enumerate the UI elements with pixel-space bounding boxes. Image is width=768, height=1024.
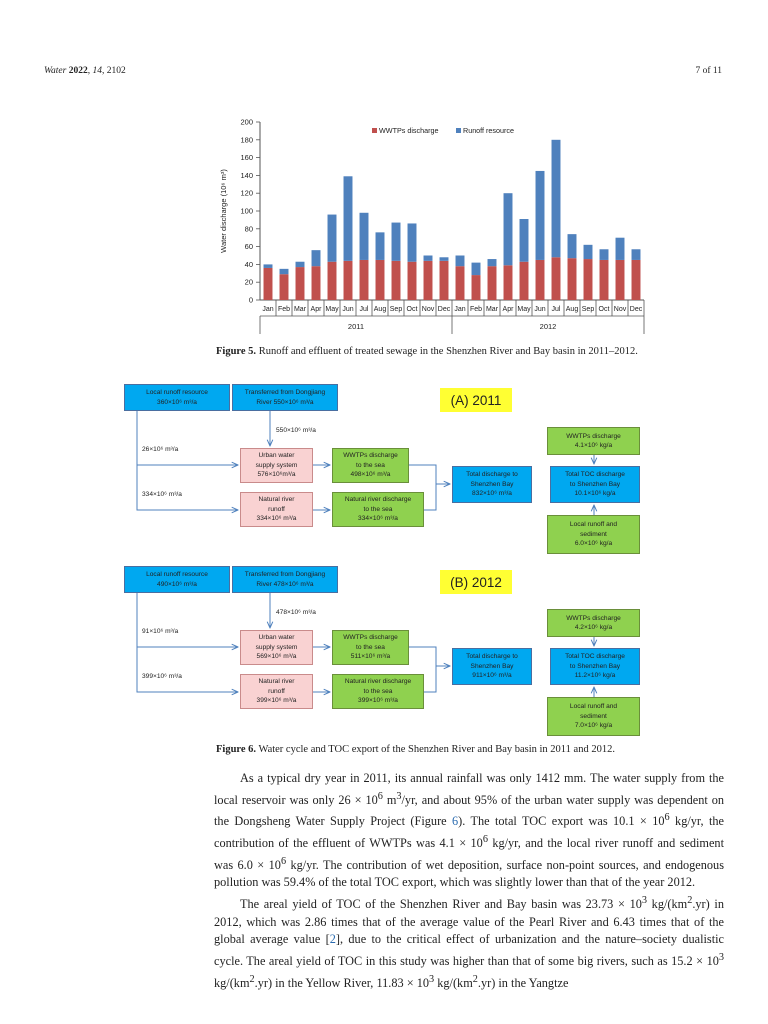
y-tick-label: 0: [248, 295, 253, 305]
x-tick-label: Oct: [598, 306, 610, 313]
x-tick-label: Mar: [293, 306, 307, 313]
panel-b-natural-to-sea-text: 399×10⁶ m³/a: [358, 697, 398, 705]
panel-b-transferred-dongjiang-text: River 478×10⁶ m³/a: [256, 580, 314, 588]
panel-b-total-discharge-text: 911×10⁶ m³/a: [472, 672, 512, 680]
panel-a-wwtps-to-sea-text: 498×10⁶ m³/a: [350, 471, 391, 479]
panel-a-total-discharge-text: 832×10⁶ m³/a: [472, 490, 512, 498]
panel-a-transferred-dongjiang: [232, 384, 338, 411]
panel-a-natural-to-sea-text: 334×10⁶ m³/a: [358, 515, 398, 523]
x-tick-label: Feb: [469, 306, 483, 313]
x-tick-label: Jan: [262, 306, 274, 313]
panel-a-wwtps-to-sea: [332, 448, 409, 483]
x-tick-label: Jan: [454, 306, 466, 313]
panel-a-transferred-dongjiang-text: River 550×10⁶ m³/a: [256, 398, 314, 406]
panel-b-year-tag: (B) 2012: [440, 570, 512, 594]
y-tick-label: 200: [240, 117, 253, 127]
figure6-caption: Figure 6. Water cycle and TOC export of the Shenzhen River and Bay basin in 2011 and 2012.: [216, 744, 615, 755]
panel-a-local-runoff-sediment-text: 6.0×10⁶ kg/a: [574, 540, 613, 548]
journal-citation: Water 2022, 14, 2102: [44, 66, 126, 76]
panel-a-total-discharge-text: Shenzhen Bay: [470, 480, 514, 488]
panel-a-total-discharge: [452, 466, 532, 503]
panel-a-local-runoff-sediment-text: Local runoff and: [569, 521, 618, 529]
panel-a-local-runoff-resource-text: 360×10⁶ m³/a: [157, 398, 197, 406]
panel-b-natural-to-sea-text: to the sea: [363, 687, 393, 695]
panel-b-total-discharge-text: Shenzhen Bay: [470, 662, 514, 670]
y-tick-label: 160: [240, 153, 253, 163]
panel-a-flow-natural-label: 334×10⁶ m³/a: [142, 491, 182, 498]
panel-b-urban-water-supply: [240, 630, 313, 665]
y-tick-label: 60: [244, 242, 253, 252]
panel-b-flow-natural-label: 399×10⁶ m³/a: [142, 673, 182, 680]
x-tick-label: Jun: [534, 306, 546, 313]
panel-a-wwtps-to-sea-text: to the sea: [356, 461, 385, 469]
x-tick-label: Dec: [437, 306, 451, 313]
panel-a-natural-to-sea-text: Natural river discharge: [344, 496, 412, 504]
panel-b-wwtps-to-sea-text: WWTPs discharge: [343, 634, 398, 642]
group-label: 2012: [539, 322, 557, 331]
page-number: 7 of 11: [695, 66, 722, 76]
panel-a-natural-to-sea: [332, 492, 424, 527]
panel-b-natural-river-runoff-text: runoff: [268, 687, 285, 695]
x-tick-label: Jul: [551, 306, 561, 313]
panel-a-natural-river-runoff: [240, 492, 313, 527]
panel-b-natural-river-runoff: [240, 674, 313, 709]
panel-b-wwtps-toc: [547, 609, 640, 637]
x-tick-label: Jun: [342, 306, 354, 313]
panel-a-local-runoff-sediment-text: sediment: [580, 530, 607, 538]
panel-a-wwtps-toc-text: WWTPs discharge: [566, 432, 621, 440]
panel-a-total-toc-text: Total TOC discharge: [565, 471, 625, 479]
panel-b-local-runoff-sediment-text: 7.0×10⁶ kg/a: [574, 722, 613, 730]
panel-b-local-runoff-resource-text: 490×10⁶ m³/a: [157, 580, 197, 588]
x-tick-label: Sep: [581, 306, 595, 313]
panel-b-total-toc: [550, 648, 640, 685]
panel-b-local-runoff-sediment-text: Local runoff and: [569, 703, 618, 711]
x-tick-label: May: [517, 306, 531, 313]
legend-label: WWTPs discharge: [379, 126, 439, 135]
panel-b-local-runoff-sediment: [547, 697, 640, 736]
x-tick-label: Aug: [373, 306, 387, 313]
panel-b-natural-to-sea-text: Natural river discharge: [344, 678, 412, 686]
panel-a-natural-river-runoff-text: Natural river: [258, 496, 295, 504]
panel-b-wwtps-toc-text: 4.2×10⁶ kg/a: [574, 624, 613, 631]
panel-a-wwtps-toc: [547, 427, 640, 455]
y-tick-label: 180: [240, 135, 253, 145]
x-tick-label: Aug: [565, 306, 579, 313]
y-tick-label: 20: [244, 277, 253, 287]
panel-b-natural-river-runoff-text: 399×10⁶ m³/a: [256, 697, 297, 705]
panel-a-urban-water-supply-text: 576×10⁶m³/a: [257, 471, 296, 479]
panel-a-urban-water-supply-text: Urban water: [258, 452, 295, 460]
panel-b-wwtps-to-sea-text: to the sea: [356, 643, 385, 651]
panel-a-wwtps-to-sea-text: WWTPs discharge: [343, 452, 398, 460]
panel-b-transferred-dongjiang: [232, 566, 338, 593]
panel-b-total-toc-text: 11.2×10⁶ kg/a: [574, 672, 616, 680]
x-tick-label: Feb: [277, 306, 291, 313]
x-tick-label: Apr: [310, 306, 322, 313]
x-tick-label: Mar: [485, 306, 499, 313]
x-tick-label: Apr: [502, 306, 514, 313]
panel-a-total-discharge-text: Total discharge to: [466, 471, 518, 479]
panel-a-transferred-dongjiang-text: Transferred from Dongjiang: [244, 389, 326, 397]
figure5-caption: Figure 5. Runoff and effluent of treated sewage in the Shenzhen River and Bay basin in 2011–2012.: [216, 346, 638, 357]
panel-b-arrow-natural-total: [424, 666, 436, 692]
x-tick-label: Nov: [421, 306, 435, 313]
y-tick-label: 100: [240, 206, 253, 216]
x-tick-label: May: [325, 306, 339, 313]
panel-b-total-toc-text: Total TOC discharge: [565, 653, 625, 661]
panel-b-arrow-wwtp-total: [409, 647, 450, 666]
panel-a-flow-transfer-label: 550×10⁶ m³/a: [276, 427, 316, 434]
panel-b-urban-water-supply-text: Urban water: [258, 634, 295, 642]
panel-a-natural-river-runoff-text: 334×10⁶ m³/a: [256, 515, 297, 523]
panel-a-total-toc-text: 10.1×10⁶ kg/a: [574, 490, 616, 498]
y-tick-label: 120: [240, 188, 253, 198]
panel-a-natural-to-sea-text: to the sea: [363, 505, 393, 513]
x-tick-label: Sep: [389, 306, 403, 313]
panel-a-urban-water-supply-text: supply system: [255, 461, 298, 469]
panel-b-urban-water-supply-text: 569×10⁶ m³/a: [256, 653, 297, 661]
panel-b-flow-transfer-label: 478×10⁶ m³/a: [276, 609, 316, 616]
panel-a-local-runoff-sediment: [547, 515, 640, 554]
panel-a-wwtps-toc-text: 4.1×10⁶ kg/a: [574, 442, 613, 449]
panel-b-total-toc-text: to Shenzhen Bay: [569, 662, 621, 670]
panel-a-local-runoff-resource: [124, 384, 230, 411]
panel-b-local-runoff-resource-text: Local runoff resource: [146, 571, 208, 579]
x-tick-label: Oct: [406, 306, 418, 313]
panel-a-total-toc-text: to Shenzhen Bay: [569, 480, 621, 488]
y-tick-label: 140: [240, 170, 253, 180]
panel-b-local-runoff-resource: [124, 566, 230, 593]
panel-b-transferred-dongjiang-text: Transferred from Dongjiang: [244, 571, 326, 579]
panel-b-wwtps-to-sea: [332, 630, 409, 665]
panel-b-urban-water-supply-text: supply system: [255, 643, 298, 651]
panel-b-flow-supply-label: 91×10⁶ m³/a: [142, 628, 179, 635]
group-label: 2011: [347, 322, 365, 331]
x-tick-label: Jul: [359, 306, 369, 313]
body-text: [214, 770, 724, 992]
panel-a-urban-water-supply: [240, 448, 313, 483]
panel-b-natural-river-runoff-text: Natural river: [258, 678, 295, 686]
x-tick-label: Dec: [629, 306, 643, 313]
panel-a-natural-river-runoff-text: runoff: [268, 505, 285, 513]
x-tick-label: Nov: [613, 306, 627, 313]
y-axis-label: Water discharge (10⁶ m³): [219, 169, 228, 253]
y-tick-label: 40: [244, 259, 253, 269]
panel-a-arrow-wwtp-total: [409, 465, 450, 484]
panel-b-wwtps-to-sea-text: 511×10⁶ m³/a: [350, 653, 391, 661]
panel-a-total-toc: [550, 466, 640, 503]
y-tick-label: 80: [244, 224, 253, 234]
paragraph-1: As a typical dry year in 2011, its annual rainfall was only 1412 mm. The water supply from the local reservoir was only $26 \times 10^6$ $m^3/yr$, and about 95% of the urban water supply was dependent on the Dongsheng Water Supply Project (Figure 6). The total TOC export was $10.1 \times 10^6$ kg/yr, the contribution of the effluent of WWTPs was $4.1 \times 10^6$ kg/yr, and the local river runoff and sediment was $6.0 \times 10^6$ kg/yr. The contribution of wet deposition, surface non-point sources, and endogenous pollution was 59.4% of the total TOC export, which was slightly lower than that of the year 2012.: [214, 771, 725, 890]
paragraph-2: The areal yield of TOC of the Shenzhen River and Bay basin was $23.73 \times 10^3$ $kg/(km^2.yr)$ in 2012, which was 2.86 times that of the average value of the Pearl River and 6.43 times that of the global average value [2], due to the critical effect of urbanization and the nature–society dualistic cycle. The areal yield of TOC in this study was higher than that of some big rivers, such as $15.2 \times 10^3$ $kg/(km^2.yr)$ in the Yellow River, $11.83 \times 10^3$ $kg/(km^2.yr)$ in the Yangtze: [214, 894, 724, 990]
panel-a-arrow-natural-total: [424, 484, 436, 510]
panel-b-total-discharge: [452, 648, 532, 685]
panel-a-year-tag: (A) 2011: [440, 388, 512, 412]
panel-b-wwtps-toc-text: WWTPs discharge: [566, 614, 621, 622]
panel-b-local-runoff-sediment-text: sediment: [580, 712, 607, 720]
legend-label: Runoff resource: [463, 126, 515, 135]
panel-a-flow-supply-label: 26×10⁶ m³/a: [142, 446, 179, 453]
panel-b-natural-to-sea: [332, 674, 424, 709]
panel-a-local-runoff-resource-text: Local runoff resource: [146, 389, 208, 397]
panel-b-total-discharge-text: Total discharge to: [466, 653, 518, 661]
